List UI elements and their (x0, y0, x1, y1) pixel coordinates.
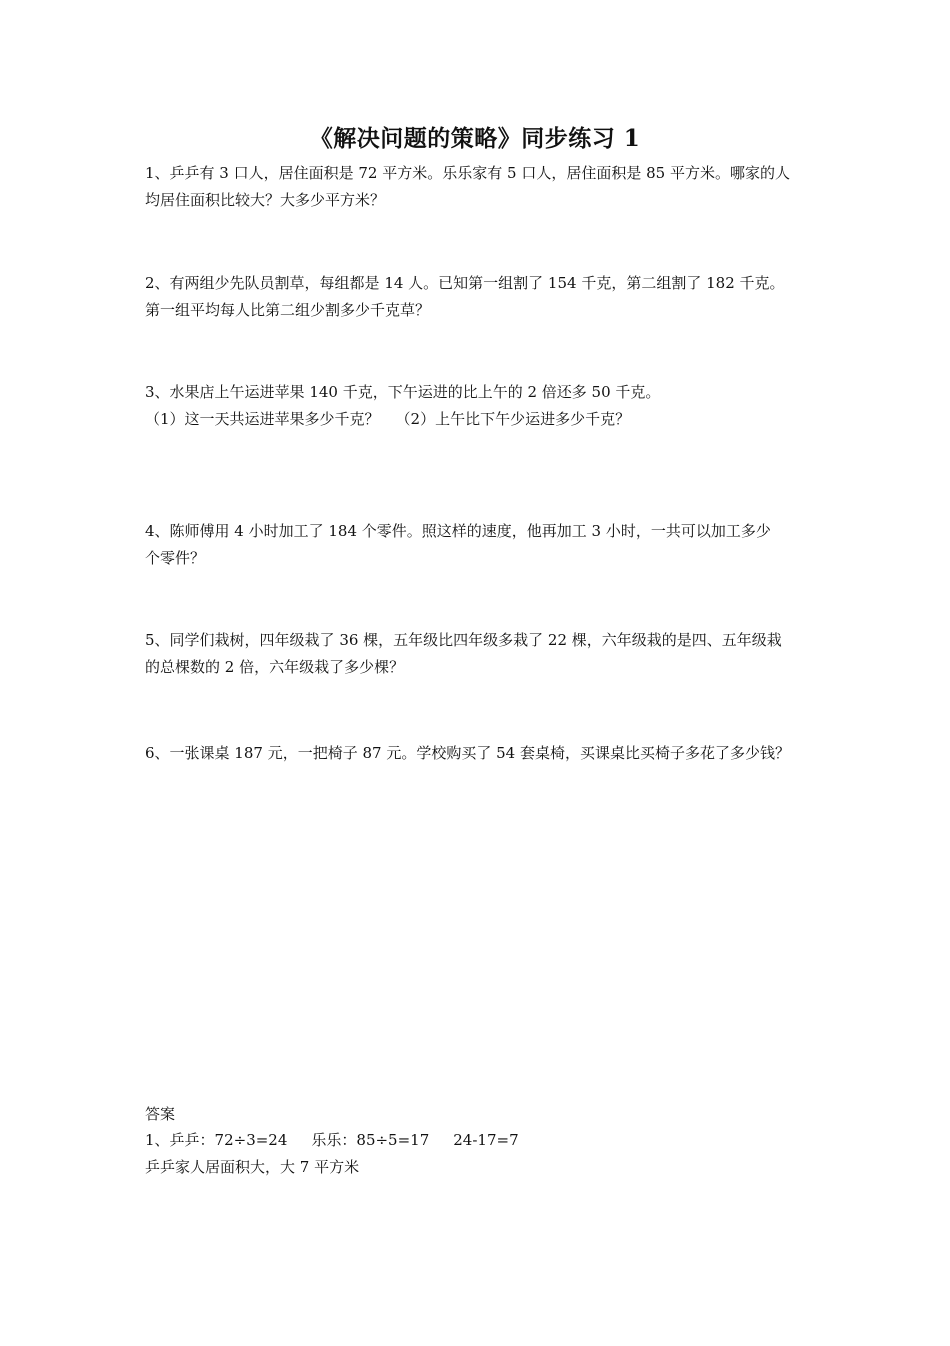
question-3-sub-a: （1）这一天共运进苹果多少千克？ (145, 410, 380, 428)
question-2-line-2: 第一组平均每人比第二组少割多少千克草？ (145, 301, 431, 319)
page-title: 《解决问题的策略》同步练习 1 (309, 125, 641, 152)
question-3-sub-b: （2）上午比下午少运进多少千克？ (395, 410, 631, 428)
question-4-line-1: 4、陈师傅用 4 小时加工了 184 个零件。照这样的速度，他再加工 3 小时，一共可以加工多少 (145, 522, 771, 540)
answer-1-part-1: 1、乒乒：72÷3=24 (145, 1131, 288, 1149)
question-3-subquestions (145, 409, 630, 429)
question-5-line-2: 的总棵数的 2 倍，六年级栽了多少棵？ (145, 658, 405, 676)
question-6-line-1: 6、一张课桌 187 元，一把椅子 87 元。学校购买了 54 套桌椅，买课桌比买椅子多花了多少钱？ (145, 744, 790, 762)
answer-1-part-2: 乐乐：85÷5=17 (311, 1131, 430, 1149)
question-3-line-1: 3、水果店上午运进苹果 140 千克，下午运进的比上午的 2 倍还多 50 千克。 (145, 383, 661, 401)
question-1-line-2: 均居住面积比较大？大多少平方米？ (145, 191, 386, 209)
answer-1-part-3: 24-17=7 (453, 1131, 519, 1149)
answer-1-line (145, 1130, 519, 1150)
question-4-line-2: 个零件？ (145, 549, 206, 567)
question-1-line-1: 1、乒乒有 3 口人，居住面积是 72 平方米。乐乐家有 5 口人，居住面积是 85 平方米。哪家的人 (145, 164, 790, 182)
question-2-line-1: 2、有两组少先队员割草，每组都是 14 人。已知第一组割了 154 千克，第二组割了 182 千克。 (145, 274, 785, 292)
answer-1-conclusion: 乒乒家人居面积大，大 7 平方米 (145, 1158, 360, 1176)
answers-heading: 答案 (145, 1105, 176, 1123)
question-5-line-1: 5、同学们栽树，四年级栽了 36 棵，五年级比四年级多栽了 22 棵，六年级栽的是四、五年级栽 (145, 631, 782, 649)
